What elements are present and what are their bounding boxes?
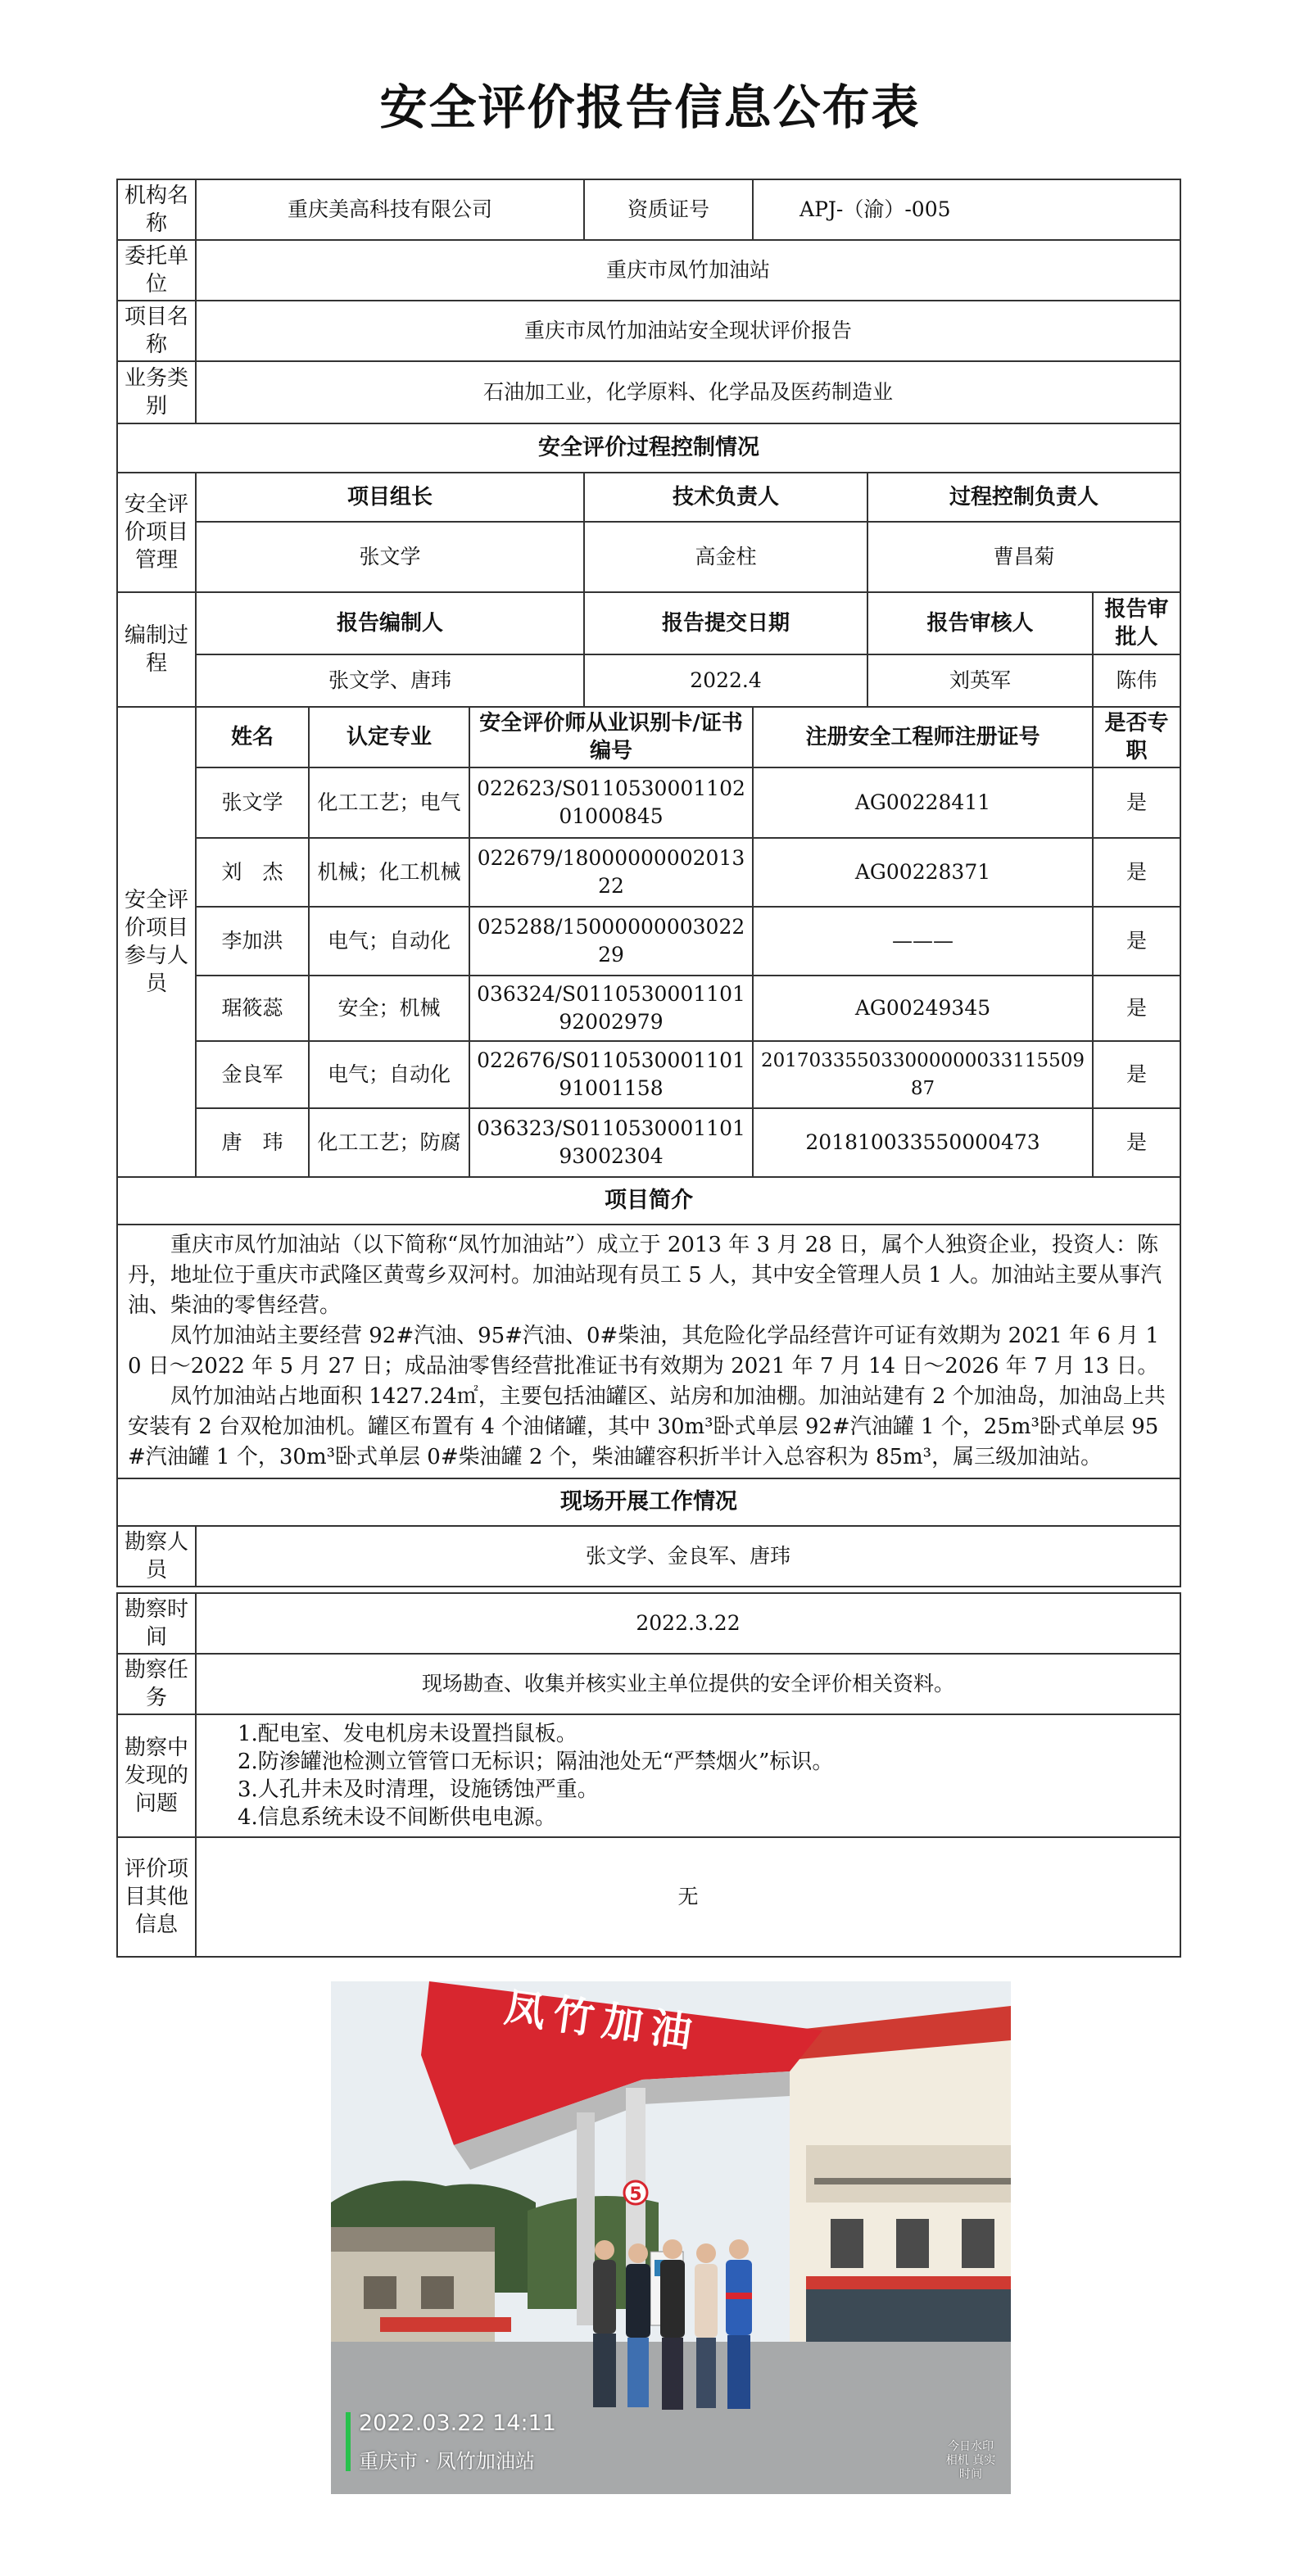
participant-card: 036323/S011053000110193002304 (469, 1108, 753, 1177)
compile-date: 2022.4 (584, 654, 867, 707)
part-header-major: 认定专业 (309, 707, 469, 767)
project-label: 项目名称 (117, 301, 196, 361)
participant-name: 李加洪 (196, 907, 309, 976)
project-value: 重庆市凤竹加油站安全现状评价报告 (196, 301, 1180, 361)
org-name: 重庆美高科技有限公司 (196, 179, 584, 240)
list-item: 2.防渗罐池检测立管管口无标识；隔油池处无“严禁烟火”标识。 (238, 1750, 834, 1774)
survey-staff-value: 张文学、金良军、唐玮 (196, 1526, 1180, 1587)
intro-text (117, 1225, 1180, 1478)
participant-name: 张文学 (196, 767, 309, 838)
banner (380, 2317, 511, 2332)
site-photo (331, 1981, 1011, 2494)
compile-header-approver: 报告审批人 (1093, 592, 1180, 654)
participant-name: 琚筱蕊 (196, 976, 309, 1041)
cert-number: APJ-（渝）-005 (753, 179, 1180, 240)
watermark-stamp: 今日水印 相机 真实时间 (945, 2440, 996, 2481)
participant-major: 电气；自动化 (309, 1041, 469, 1108)
list-item: 1.配电室、发电机房未设置挡鼠板。 (238, 1722, 578, 1746)
participant-fulltime: 是 (1093, 1041, 1180, 1108)
process-section-title: 安全评价过程控制情况 (117, 423, 1180, 473)
participant-reg: AG00228371 (753, 838, 1093, 907)
watermark-bar (346, 2412, 351, 2471)
management-label: 安全评价项目管理 (117, 473, 196, 592)
participant-major: 电气；自动化 (309, 907, 469, 976)
part-header-fulltime: 是否专职 (1093, 707, 1180, 767)
cert-label: 资质证号 (584, 179, 753, 240)
mgmt-leader: 张文学 (196, 522, 584, 592)
participant-name: 金良军 (196, 1041, 309, 1108)
table-row (117, 1041, 1180, 1108)
survey-issues-label: 勘察中发现的问题 (117, 1714, 196, 1837)
survey-time-value: 2022.3.22 (196, 1593, 1180, 1654)
survey-time-label: 勘察时间 (117, 1593, 196, 1654)
compile-label: 编制过程 (117, 592, 196, 707)
canopy-pillar (577, 2112, 595, 2325)
participant-major: 机械；化工机械 (309, 838, 469, 907)
mgmt-tech: 高金柱 (584, 522, 867, 592)
participant-reg: AG00228411 (753, 767, 1093, 838)
compile-author: 张文学、唐玮 (196, 654, 584, 707)
part-header-name: 姓名 (196, 707, 309, 767)
org-name-label: 机构名称 (117, 179, 196, 240)
participant-name: 刘 杰 (196, 838, 309, 907)
part-header-card: 安全评价师从业识别卡/证书编号 (469, 707, 753, 767)
table-row (117, 1108, 1180, 1177)
client-value: 重庆市凤竹加油站 (196, 240, 1180, 301)
participant-reg: 20170335503300000003311550987 (753, 1041, 1093, 1108)
business-value: 石油加工业，化学原料、化学品及医药制造业 (196, 361, 1180, 423)
compile-approver: 陈伟 (1093, 654, 1180, 707)
table-row (117, 907, 1180, 976)
survey-task-label: 勘察任务 (117, 1654, 196, 1714)
mgmt-header-tech: 技术负责人 (584, 473, 867, 522)
compile-reviewer: 刘英军 (867, 654, 1093, 707)
info-table (116, 179, 1181, 1587)
compile-header-author: 报告编制人 (196, 592, 584, 654)
participant-fulltime: 是 (1093, 1108, 1180, 1177)
participant-fulltime: 是 (1093, 767, 1180, 838)
participant-major: 安全；机械 (309, 976, 469, 1041)
other-info-value: 无 (196, 1837, 1180, 1957)
photo-location: 重庆市 · 凤竹加油站 (359, 2450, 535, 2473)
participant-card: 036324/S011053000110192002979 (469, 976, 753, 1041)
survey-task-value: 现场勘查、收集并核实业主单位提供的安全评价相关资料。 (196, 1654, 1180, 1714)
part-header-reg: 注册安全工程师注册证号 (753, 707, 1093, 767)
intro-paragraph: 重庆市凤竹加油站（以下简称“凤竹加油站”）成立于 2013 年 3 月 28 日，属个人独资企业，投资人：陈丹，地址位于重庆市武隆区黄莺乡双河村。加油站现有员工 5 人，其中安全管理人员 1 人。加油站主要从事汽油、柴油的零售经营。 (128, 1233, 1162, 1318)
participant-card: 022676/S011053000110191001158 (469, 1041, 753, 1108)
intro-paragraph: 凤竹加油站占地面积 1427.24㎡，主要包括油罐区、站房和加油棚。加油站建有 2 个加油岛，加油岛上共安装有 2 台双枪加油机。罐区布置有 4 个油储罐，其中 30m³卧式单层 92#汽油罐 1 个，25m³卧式单层 95#汽油罐 1 个，30m³卧式单层 0#柴油罐 2 个，柴油罐容积折半计入总容积为 85m³，属三级加油站。 (128, 1384, 1166, 1469)
balcony-rail (814, 2178, 1011, 2184)
participant-card: 025288/1500000000302229 (469, 907, 753, 976)
participants-label: 安全评价项目参与人员 (117, 707, 196, 1177)
mgmt-control: 曹昌菊 (867, 522, 1180, 592)
participant-major: 化工工艺；防腐 (309, 1108, 469, 1177)
pump-number: 5 (629, 2184, 642, 2205)
compile-header-reviewer: 报告审核人 (867, 592, 1093, 654)
compile-header-date: 报告提交日期 (584, 592, 867, 654)
participant-reg: ——— (753, 907, 1093, 976)
left-roof (331, 2227, 495, 2252)
table-row (117, 838, 1180, 907)
intro-paragraph: 凤竹加油站主要经营 92#汽油、95#汽油、0#柴油，其危险化学品经营许可证有效期为 2021 年 6 月 10 日～2022 年 5 月 27 日；成品油零售经营批准证书有效期为 2021 年 7 月 14 日～2026 年 7 月 13 日。 (128, 1324, 1159, 1379)
participant-fulltime: 是 (1093, 907, 1180, 976)
client-label: 委托单位 (117, 240, 196, 301)
table-row (117, 767, 1180, 838)
participant-major: 化工工艺；电气 (309, 767, 469, 838)
participant-name: 唐 玮 (196, 1108, 309, 1177)
intro-section-title: 项目简介 (117, 1177, 1180, 1225)
participant-reg: 201810033550000473 (753, 1108, 1093, 1177)
photo-timestamp: 2022.03.22 14:11 (359, 2411, 556, 2436)
participant-reg: AG00249345 (753, 976, 1093, 1041)
participant-card: 022679/1800000000201322 (469, 838, 753, 907)
canopy-sign-text: 凤竹加油 (501, 1983, 704, 2058)
participant-fulltime: 是 (1093, 838, 1180, 907)
mgmt-header-control: 过程控制负责人 (867, 473, 1180, 522)
survey-table (116, 1592, 1181, 1958)
survey-staff-label: 勘察人员 (117, 1526, 196, 1587)
field-section-title: 现场开展工作情况 (117, 1478, 1180, 1526)
survey-issues-list (196, 1714, 1180, 1837)
list-item: 3.人孔井未及时清理，设施锈蚀严重。 (238, 1777, 599, 1802)
list-item: 4.信息系统未设不间断供电电源。 (238, 1805, 556, 1830)
other-info-label: 评价项目其他信息 (117, 1837, 196, 1957)
participant-fulltime: 是 (1093, 976, 1180, 1041)
table-row (117, 976, 1180, 1041)
business-label: 业务类别 (117, 361, 196, 423)
mgmt-header-leader: 项目组长 (196, 473, 584, 522)
page-title: 安全评价报告信息公布表 (379, 79, 921, 135)
participant-card: 022623/S011053000110201000845 (469, 767, 753, 838)
